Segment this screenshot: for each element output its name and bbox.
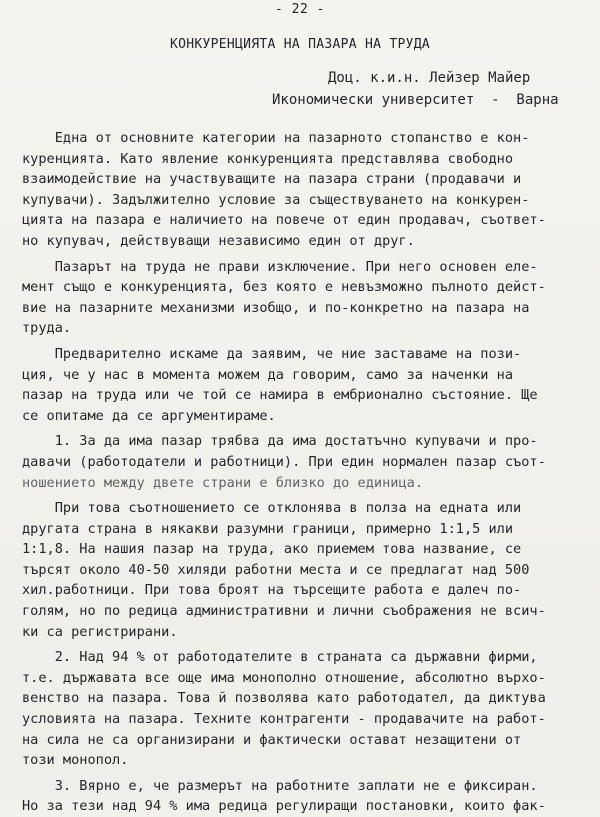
body-line: ношението между двете страни е близко до единица. <box>22 474 424 491</box>
body-line: 3. Вярно е, че размерът на работните заплати не е фиксиран. <box>22 777 538 794</box>
article-title: КОНКУРЕНЦИЯТА НА ПАЗАРА НА ТРУДА <box>169 37 431 52</box>
body-line: взаимодействие на участвуващите на пазара страни (продавачи и <box>22 171 522 188</box>
body-line: на сила не са организирани и фактически остават незащитени от <box>22 731 522 748</box>
body-line: венство на пазара. Това й позволява като работодател, да диктува <box>22 690 546 707</box>
body-line: ция, че у нас в момента можем да говорим, само за наченки на <box>22 366 514 383</box>
body-line: се опитаме да се аргументираме. <box>22 407 276 424</box>
body-line: 2. Над 94 % от работодателите в страната са държавни фирми, <box>22 649 538 666</box>
body-line: 1. За да има пазар трябва да има достатъчно купувачи и про- <box>22 433 538 450</box>
page-number: - 22 - <box>275 2 325 17</box>
author-affiliation: Икономически университет - Варна <box>272 92 559 108</box>
body-line: Пазарът на труда не прави изключение. При него основен еле- <box>22 258 538 275</box>
body-line: търсят около 40-50 хиляди работни места и се предлагат над 500 <box>22 561 530 578</box>
body-line: този монопол. <box>22 752 129 769</box>
body-line: цията на пазара е наличието на повече от един продавач, съответ- <box>22 212 546 229</box>
body-line: другата страна в някакви разумни граници, примерно 1:1,5 или <box>22 520 514 537</box>
body-line: труда. <box>22 320 72 337</box>
body-line: Предварително искаме да заявим, че ние заставаме на пози- <box>22 345 522 362</box>
body-line: ки са регистрирани. <box>22 623 178 640</box>
body-line: голям, но по редица административни и лични съображения не всич- <box>22 603 546 620</box>
body-line: условията на пазара. Техните контрагенти - продавачите на работ- <box>22 711 546 728</box>
body-line: 1:1,8. На нашия пазар на труда, ако приемем това название, се <box>22 541 522 558</box>
body-line: давачи (работодатели и работници). При един нормален пазар съот- <box>22 453 546 470</box>
body-line: хил.работници. При това броят на търсещите работа е далеч по- <box>22 582 522 599</box>
body-line: мент също е конкуренцията, без която е невъзможно пълното дейст- <box>22 279 546 296</box>
body-line: купувачи). Задължително условие за съществуването на конкурен- <box>22 191 530 208</box>
body-line: Една от основните категории на пазарното стопанство е кон- <box>22 130 530 146</box>
body-line: но купувач, действуващи независимо един от друг. <box>22 232 415 249</box>
body-line: пазар на труда или че той се намира в ембрионално състояние. Ще <box>22 387 538 404</box>
article-body <box>22 128 592 817</box>
body-line: Но за тези над 94 % има редица регулиращи постановки, които фак- <box>22 798 546 815</box>
body-line: вие на пазарните механизми изобщо, и по-конкретно на пазара на <box>22 299 530 316</box>
body-line: т.е. държавата все още има монополно отношение, абсолютно върхо- <box>22 669 546 686</box>
body-line: куренцията. Като явление конкуренцията представлява свободно <box>22 150 514 167</box>
body-line: При това съотношението се отклонява в полза на едната или <box>22 500 522 517</box>
author-name: Доц. к.и.н. Лейзер Майер <box>328 70 531 86</box>
